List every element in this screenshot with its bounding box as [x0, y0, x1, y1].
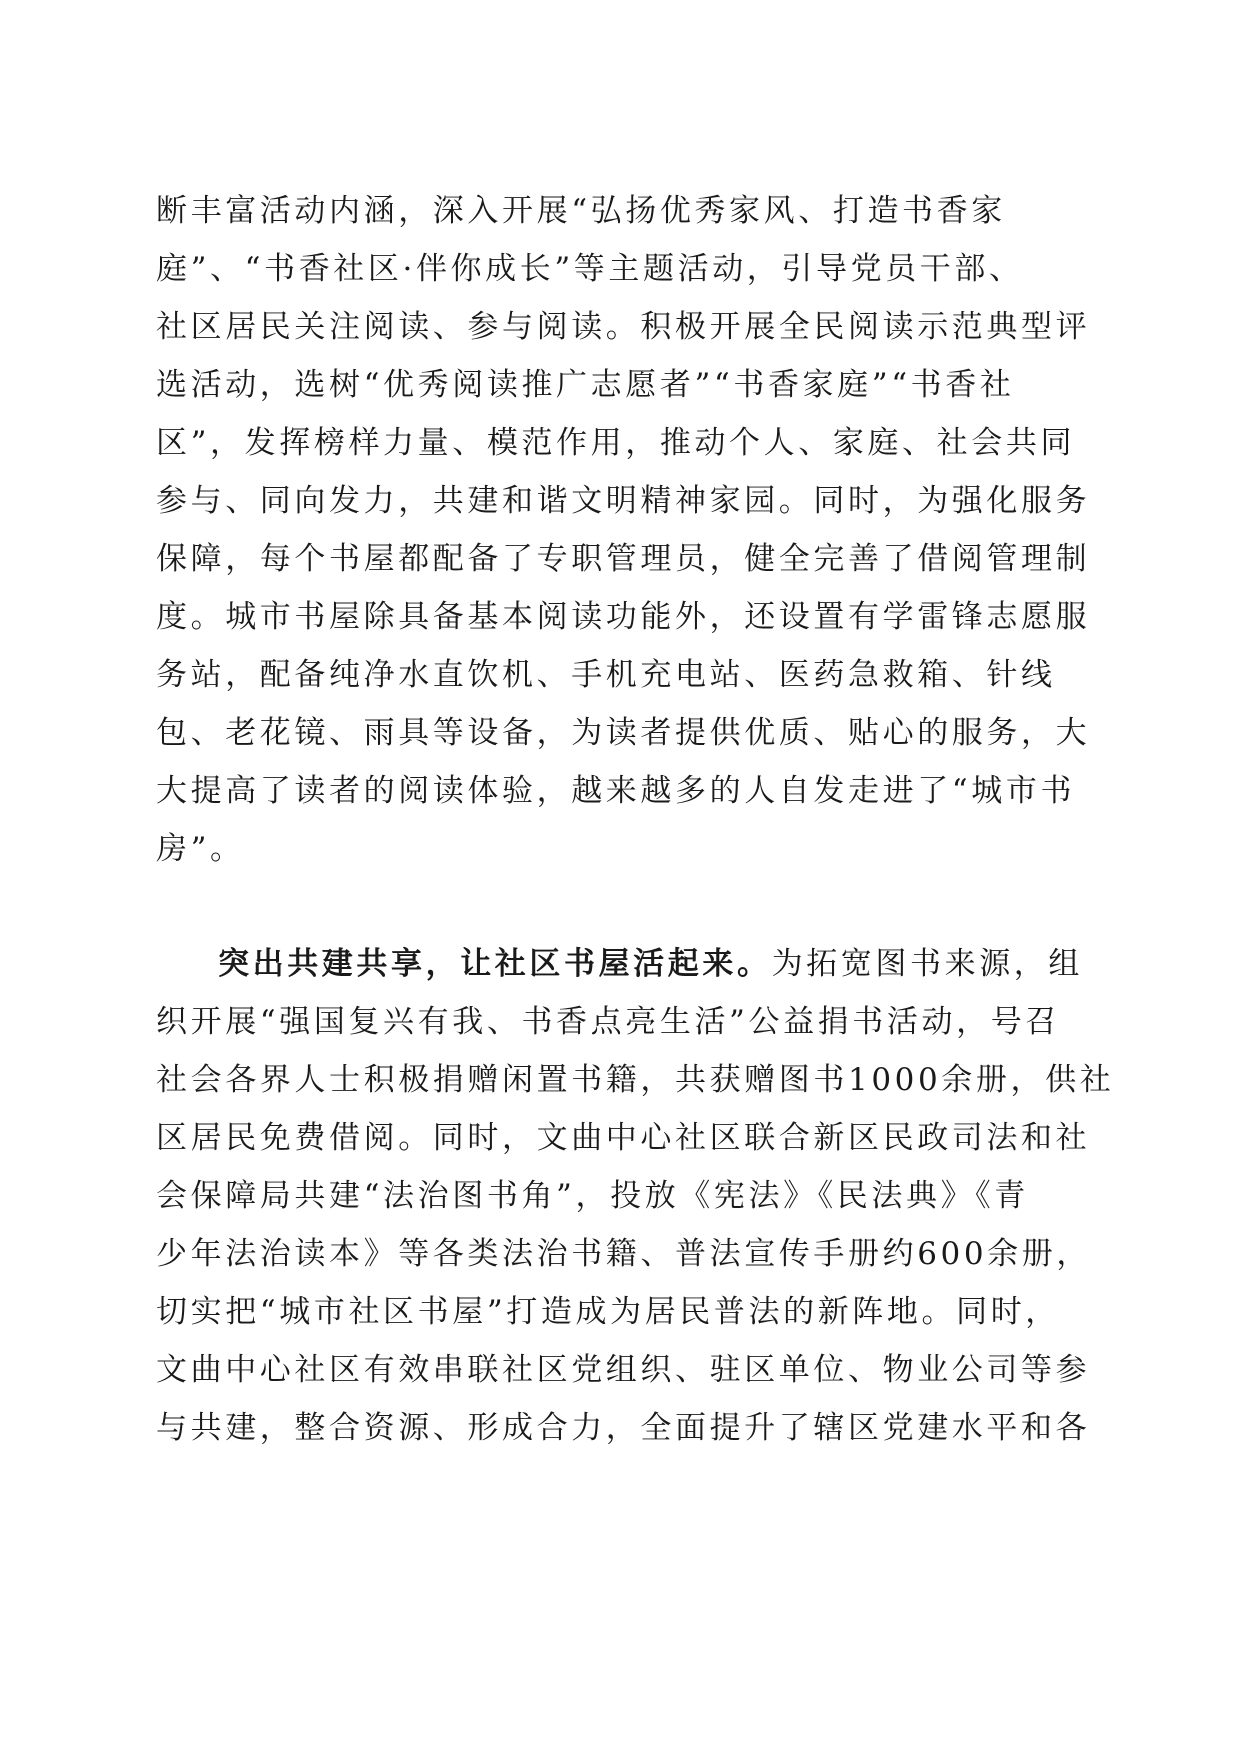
- text-line: 包、老花镜、雨具等设备，为读者提供优质、贴心的服务，大: [156, 715, 1091, 751]
- paragraph-first-line: [156, 935, 1086, 993]
- text-line: 区居民免费借阅。同时，文曲中心社区联合新区民政司法和社: [156, 1120, 1091, 1156]
- text-line: 少年法治读本》等各类法治书籍、普法宣传手册约600余册，: [156, 1236, 1091, 1272]
- text-line: 度。城市书屋除具备基本阅读功能外，还设置有学雷锋志愿服: [156, 599, 1091, 635]
- text-line: 社区居民关注阅读、参与阅读。积极开展全民阅读示范典型评: [156, 309, 1091, 345]
- text-line: 与共建，整合资源、形成合力，全面提升了辖区党建水平和各: [156, 1410, 1091, 1446]
- text-line: 大提高了读者的阅读体验，越来越多的人自发走进了“城市书: [156, 773, 1076, 809]
- text-line: 断丰富活动内涵，深入开展“弘扬优秀家风、打造书香家: [156, 193, 1006, 229]
- text-line: 庭”、“书香社区·伴你成长”等主题活动，引导党员干部、: [156, 251, 1024, 287]
- text-line: 务站，配备纯净水直饮机、手机充电站、医药急救箱、针线: [156, 657, 1056, 693]
- text-line: 参与、同向发力，共建和谐文明精神家园。同时，为强化服务: [156, 483, 1091, 519]
- text-line: 织开展“强国复兴有我、书香点亮生活”公益捐书活动，号召: [156, 1004, 1060, 1040]
- paragraph-first-line-text: 为拓宽图书来源，组: [771, 946, 1084, 982]
- paragraph-continuation: [156, 182, 1091, 878]
- text-line: 房”。: [156, 831, 245, 867]
- text-line: 保障，每个书屋都配备了专职管理员，健全完善了借阅管理制: [156, 541, 1091, 577]
- text-line: 社会各界人士积极捐赠闲置书籍，共获赠图书1000余册，供社: [156, 1062, 1115, 1098]
- paragraph-shared-construction: [156, 935, 1115, 1457]
- text-line: 选活动，选树“优秀阅读推广志愿者”“书香家庭”“书香社: [156, 367, 1015, 403]
- paragraph-heading: 突出共建共享，让社区书屋活起来。: [218, 946, 772, 982]
- text-line: 文曲中心社区有效串联社区党组织、驻区单位、物业公司等参: [156, 1352, 1091, 1388]
- text-line: 切实把“城市社区书屋”打造成为居民普法的新阵地。同时，: [156, 1294, 1060, 1330]
- text-line: 区”，发挥榜样力量、模范作用，推动个人、家庭、社会共同: [156, 425, 1076, 461]
- text-line: 会保障局共建“法治图书角”，投放《宪法》《民法典》《青: [156, 1178, 1029, 1214]
